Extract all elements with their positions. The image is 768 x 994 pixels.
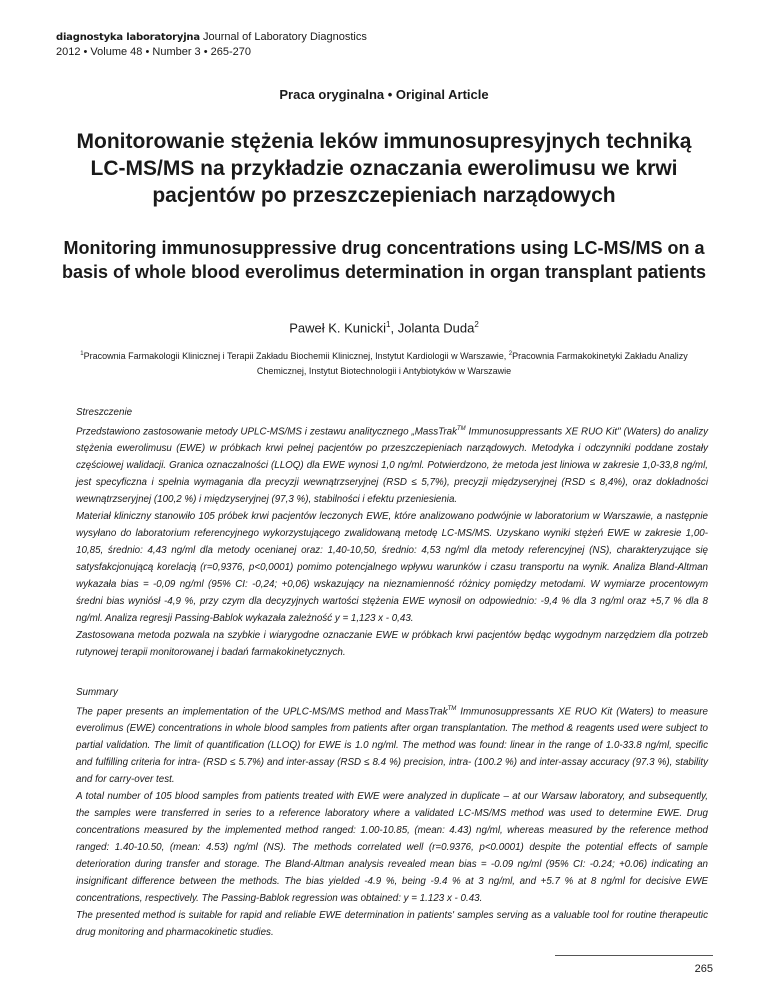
- journal-brand: diagnostyka laboratoryjna: [56, 32, 200, 43]
- author-separator: ,: [390, 320, 398, 336]
- abstract-paragraph: Materiał kliniczny stanowiło 105 próbek krwi pacjentów leczonych EWE, które analizowano podwójnie w laboratorium w Warszawie, a następnie wysyłano do laboratorium referencyjnego wykorzystującego zwalidowaną metodę LC-MS/MS. Uzyskano wyniki stężeń EWE w zakresie 1,00-10,85, średnio: 4,43 ng/ml dla metody ocenianej oraz: 1,40-10,50, średnio: 4,53 ng/ml dla metody referencyjnej (NS), charakteryzujące się satysfakcjonującą korelacją (r=0,9376, p<0,0001) pomimo potencjalnego wpływu warunków i czasu transportu na wynik. Analiza Bland-Altman wykazała bias = -0,09 ng/ml (95% CI: -0,24; +0,06) wskazujący na nieznamienność różnicy pomiędzy metodami. W wymiarze procentowym średni bias wyniósł -4,9 %, przy czym dla decyzyjnych wartości stężenia EWE wynosił on odpowiednio: -9,4 % dla 3 ng/ml oraz +5,7 % dla 8 ng/ml. Analiza regresji Passing-Bablok wykazała zależność y = 1,123 x - 0,43.: [76, 511, 708, 625]
- author-affiliation-mark: 1: [386, 320, 391, 329]
- abstract-heading: Summary: [76, 687, 118, 698]
- author-name: Paweł K. Kunicki: [289, 320, 387, 336]
- abstract-paragraph: Zastosowana metoda pozwala na szybkie i wiarygodne oznaczanie EWE w próbkach krwi pacjentów będąc wygodnym narzędziem dla potrzeb rutynowej terapii monitorowanej i badań farmakokinetycznych.: [76, 630, 708, 659]
- affiliation-mark: 1: [80, 351, 84, 357]
- abstract-english: [76, 684, 708, 941]
- abstract-paragraph: The presented method is suitable for rapid and reliable EWE determination in patients' samples serving as a valuable tool for routine therapeutic drug monitoring and pharmacokinetic studies.: [76, 910, 708, 939]
- title-english: Monitoring immunosuppressive drug concentrations using LC-MS/MS on a basis of whole blood everolimus determination in organ transplant patients: [61, 238, 707, 282]
- affiliation-text: Pracownia Farmakologii Klinicznej i Terapii Zakładu Biochemii Klinicznej, Instytut Kardiologii w Warszawie,: [83, 351, 509, 361]
- page-number: 265: [694, 963, 713, 975]
- article-type: Praca oryginalna • Original Article: [279, 87, 489, 102]
- journal-header: [56, 30, 367, 60]
- abstract-text: Przedstawiono zastosowanie metody UPLC-MS/MS i zestawu analitycznego „MassTrak: [76, 426, 457, 438]
- abstract-text: Immunosuppressants XE RUO Kit" (Waters) do analizy stężenia ewerolimusu (EWE) w próbkach krwi pełnej pacjentów po przeszczepieniach narządowych. Metodyka i odczynniki poddane zostały częściowej walidacji. Granica oznaczalności (LLOQ) dla EWE wynosi 1,0 ng/ml. Potwierdzono, że metoda jest liniowa w zakresie 1,0-33,8 ng/ml, jest specyficzna i spełnia wymagania dla precyzji wewnątrzseryjnej (RSD ≤ 5,7%), precyzji międzyseryjnej (RSD ≤ 8,4%), oraz dokładności wewnątrzseryjnej (100,2 %) i międzyseryjnej (97,3 %), stabilności i efektu przeniesienia.: [76, 426, 708, 506]
- footer-divider: [555, 955, 713, 956]
- affiliation-text: Pracownia Farmakokinetyki Zakładu Analizy Chemicznej, Instytut Biotechnologii i Antybiotyków w Warszawie: [256, 351, 688, 376]
- abstract-polish: [76, 404, 708, 661]
- journal-issue: 2012 • Volume 48 • Number 3 • 265-270: [56, 46, 252, 58]
- abstract-paragraph: [76, 421, 708, 508]
- journal-title-line: [56, 30, 367, 45]
- affiliation-mark: 2: [508, 351, 513, 357]
- author-affiliation-mark: 2: [474, 320, 479, 329]
- abstract-paragraph: A total number of 105 blood samples from patients treated with EWE were analyzed in duplicate – at our Warsaw laboratory, and subsequently, the samples were transferred in series to a reference laboratory where a validated LC-MS/MS method was used to determine EWE. Drug concentrations measured by the implemented method ranged: 1.00-10.85, (mean: 4.43) ng/ml, whereas measured by the reference method ranged: 1.40-10.50, (mean: 4.53) ng/ml (NS). The methods correlated well (r=0.9376, p<0.0001) despite the potential effects of sample deterioration during transfer and storage. The Bland-Altman analysis revealed mean bias = -0.09 ng/ml (95% CI: -0.24; +0.06) indicating an insignificant difference between the methods. The bias yielded -4.9 %, being -9.4 % at 3 ng/ml, and +5.7 % at 8 ng/ml for decisive EWE concentrations, respectively. The Passing-Bablok regression was obtained: y = 1.123 x - 0.43.: [76, 791, 708, 905]
- trademark-mark: TM: [456, 426, 466, 432]
- abstract-paragraph: [76, 701, 708, 788]
- title-polish: Monitorowanie stężenia leków immunosupresyjnych techniką LC-MS/MS na przykładzie oznaczania ewerolimusu we krwi pacjentów po przeszczepieniach narządowych: [76, 130, 692, 207]
- abstract-heading: Streszczenie: [76, 407, 133, 418]
- abstract-text: Immunosuppressants XE RUO Kit (Waters) to measure everolimus (EWE) concentrations in whole blood samples from patients after organ transplantation. The method & reagents used were subject to partial validation. The limit of quantification (LLOQ) for EWE is 1.0 ng/ml. The method was found: linear in the range of 1.0-33.8 ng/ml, specific and fulfilling criteria for intra- (RSD ≤ 5.7%) and inter-assay (RSD ≤ 8.4 %) precision, intra- (100.2 %) and inter-assay accuracy (97.3 %), stability and for carry-over test.: [76, 706, 708, 786]
- affiliations: [70, 347, 698, 379]
- authors: [0, 320, 768, 335]
- abstract-text: The paper presents an implementation of the UPLC-MS/MS method and MassTrak: [76, 706, 448, 718]
- journal-name: Journal of Laboratory Diagnostics: [202, 31, 367, 43]
- author-name: Jolanta Duda: [397, 320, 475, 336]
- trademark-mark: TM: [447, 706, 457, 712]
